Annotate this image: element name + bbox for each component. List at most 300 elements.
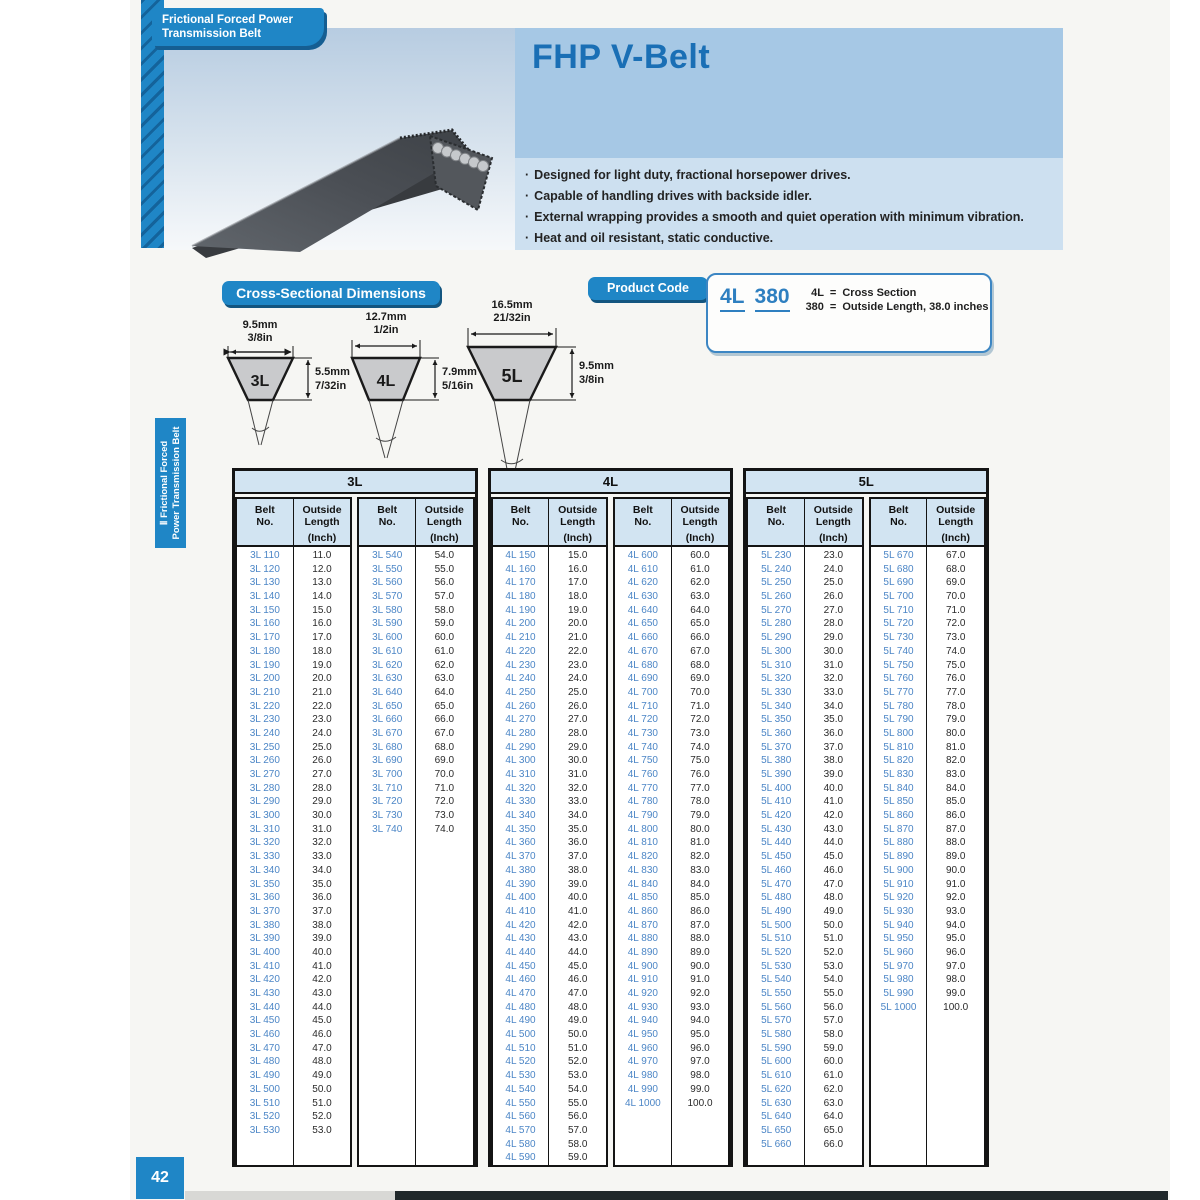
table-group-3l (232, 468, 478, 1167)
outside-length-cell: 14.0 (312, 591, 332, 603)
side-tab-line2: Power Transmission Belt (170, 426, 182, 540)
belt-no-cell: 3L 650 (372, 700, 403, 712)
belt-no-cell: 4L 740 (627, 741, 658, 753)
outside-length-cell: 29.0 (567, 741, 588, 753)
outside-length-cell: 68.0 (434, 741, 455, 753)
outside-length-cell: 75.0 (945, 659, 966, 671)
outside-length-cell: 23.0 (823, 550, 844, 561)
outside-length-cell: 32.0 (823, 673, 844, 685)
outside-length-cell: 45.0 (823, 851, 844, 863)
belt-no-header: Belt No. (871, 499, 928, 545)
group-header: 4L (491, 468, 731, 494)
belt-no-cell: 5L 390 (761, 769, 792, 780)
outside-length-cell: 47.0 (567, 988, 588, 999)
outside-length-cell: 80.0 (690, 823, 710, 835)
belt-no-cell: 4L 720 (627, 714, 658, 726)
outside-length-cell: 33.0 (823, 686, 844, 698)
belt-no-cell: 4L 930 (627, 1001, 658, 1013)
belt-no-cell: 4L 210 (505, 632, 536, 644)
belt-no-header: Belt No. (748, 499, 805, 545)
belt-no-cell: 3L 700 (372, 769, 403, 780)
outside-length-column (927, 547, 984, 1165)
belt-no-cell: 4L 850 (627, 892, 658, 904)
outside-length-cell: 36.0 (312, 892, 332, 904)
outside-length-cell: 23.0 (567, 659, 588, 671)
belt-no-cell: 4L 890 (627, 946, 658, 958)
outside-length-cell: 63.0 (690, 591, 710, 603)
belt-no-cell: 4L 820 (627, 851, 658, 863)
belt-no-cell: 5L 840 (883, 782, 914, 794)
outside-length-cell: 53.0 (567, 1070, 588, 1082)
belt-no-cell: 4L 530 (505, 1070, 536, 1082)
outside-length-cell: 21.0 (312, 686, 332, 698)
belt-no-cell: 3L 550 (372, 563, 403, 575)
equals-sign: = (829, 287, 837, 299)
belt-no-cell: 4L 180 (505, 591, 536, 603)
outside-length-cell: 72.0 (690, 714, 710, 726)
outside-length-cell: 42.0 (823, 810, 844, 822)
features-panel (515, 158, 1063, 250)
corner-badge (152, 8, 324, 46)
belt-no-cell: 5L 430 (761, 823, 792, 835)
belt-no-cell: 4L 150 (505, 550, 536, 561)
outside-length-cell: 92.0 (690, 988, 710, 999)
belt-no-cell: 4L 940 (627, 1015, 658, 1027)
belt-no-cell: 4L 350 (505, 823, 536, 835)
belt-no-cell: 5L 600 (761, 1056, 792, 1068)
belt-no-cell: 3L 390 (249, 933, 280, 945)
belt-no-cell: 4L 540 (505, 1083, 536, 1095)
belt-no-cell: 4L 680 (627, 659, 658, 671)
outside-length-cell: 53.0 (312, 1124, 332, 1136)
outside-length-cell: 65.0 (823, 1124, 844, 1136)
outside-length-cell: 20.0 (567, 618, 588, 630)
belt-no-cell: 3L 570 (372, 591, 403, 603)
outside-length-cell: 57.0 (567, 1124, 588, 1136)
belt-no-cell: 4L 460 (505, 974, 536, 986)
outside-length-cell: 40.0 (823, 782, 844, 794)
belt-no-cell: 5L 560 (761, 1001, 792, 1013)
outside-length-cell: 28.0 (312, 782, 332, 794)
belt-no-cell: 3L 260 (249, 755, 280, 767)
belt-no-cell: 5L 290 (761, 632, 792, 644)
outside-length-cell: 88.0 (690, 933, 710, 945)
outside-length-cell: 51.0 (567, 1042, 588, 1054)
outside-length-cell: 98.0 (690, 1070, 710, 1082)
outside-length-cell: 52.0 (823, 946, 844, 958)
outside-length-cell: 38.0 (823, 755, 844, 767)
outside-length-cell: 70.0 (945, 591, 966, 603)
outside-length-cell: 73.0 (945, 632, 966, 644)
outside-length-cell: 69.0 (690, 673, 710, 685)
subtable (869, 497, 986, 1167)
outside-length-header: Outside Length (Inch) (813, 504, 853, 544)
belt-no-cell: 3L 620 (372, 659, 403, 671)
belt-no-cell: 3L 740 (372, 823, 403, 835)
outside-length-cell: 80.0 (945, 727, 966, 739)
subtable (613, 497, 730, 1167)
belt-no-header: Belt No. (615, 499, 672, 545)
outside-length-cell: 39.0 (823, 769, 844, 780)
outside-length-cell: 99.0 (945, 988, 966, 999)
belt-no-cell: 4L 490 (505, 1015, 536, 1027)
belt-no-column (493, 547, 550, 1165)
outside-length-cell: 69.0 (434, 755, 455, 767)
outside-length-cell: 56.0 (567, 1111, 588, 1123)
belt-no-cell: 3L 280 (249, 782, 280, 794)
outside-length-cell: 71.0 (945, 604, 966, 616)
belt-no-cell: 5L 570 (761, 1015, 792, 1027)
belt-no-cell: 4L 190 (505, 604, 536, 616)
outside-length-cell: 55.0 (567, 1097, 588, 1109)
outside-length-cell: 78.0 (945, 700, 966, 712)
legend-key: 380 (805, 301, 824, 313)
belt-no-cell: 5L 580 (761, 1029, 792, 1041)
outside-length-cell: 82.0 (690, 851, 710, 863)
outside-length-cell: 65.0 (434, 700, 455, 712)
belt-no-cell: 4L 790 (627, 810, 658, 822)
outside-length-cell: 85.0 (690, 892, 710, 904)
belt-no-cell: 4L 250 (505, 686, 536, 698)
belt-no-cell: 3L 130 (249, 577, 280, 589)
belt-no-cell: 5L 280 (761, 618, 792, 630)
belt-no-cell: 4L 340 (505, 810, 536, 822)
legend-value: Outside Length, 38.0 inches (842, 301, 989, 313)
corner-badge-line2: Transmission Belt (162, 28, 262, 40)
outside-length-cell: 69.0 (945, 577, 966, 589)
belt-no-cell: 5L 530 (761, 960, 792, 972)
outside-length-cell: 15.0 (567, 550, 588, 561)
outside-length-cell: 91.0 (945, 878, 966, 890)
outside-length-cell: 27.0 (823, 604, 844, 616)
belt-no-cell: 5L 420 (761, 810, 792, 822)
belt-no-cell: 5L 590 (761, 1042, 792, 1054)
code-cross-section: 4L (720, 285, 745, 312)
outside-length-cell: 31.0 (567, 769, 588, 780)
outside-length-cell: 90.0 (690, 960, 710, 972)
belt-no-column (237, 547, 294, 1165)
outside-length-cell: 38.0 (567, 864, 588, 876)
bullet-dot: · (525, 231, 530, 245)
belt-no-cell: 3L 630 (372, 673, 403, 685)
outside-length-cell: 57.0 (434, 591, 455, 603)
outside-length-cell: 34.0 (312, 864, 332, 876)
outside-length-cell: 72.0 (945, 618, 966, 630)
outside-length-cell: 13.0 (312, 577, 332, 589)
outside-length-cell: 96.0 (690, 1042, 710, 1054)
belt-no-cell: 4L 320 (505, 782, 536, 794)
outside-length-cell: 17.0 (567, 577, 588, 589)
belt-no-cell: 5L 490 (761, 905, 792, 917)
belt-no-cell: 5L 900 (883, 864, 914, 876)
belt-no-cell: 3L 640 (372, 686, 403, 698)
belt-no-cell: 5L 510 (761, 933, 792, 945)
outside-length-cell: 25.0 (823, 577, 844, 589)
belt-no-cell: 3L 150 (249, 604, 280, 616)
outside-length-cell: 72.0 (434, 796, 455, 808)
belt-no-cell: 3L 200 (249, 673, 280, 685)
belt-no-cell: 5L 760 (883, 673, 914, 685)
outside-length-cell: 67.0 (434, 727, 455, 739)
belt-no-cell: 5L 240 (761, 563, 792, 575)
outside-length-cell: 61.0 (690, 563, 710, 575)
belt-no-cell: 4L 230 (505, 659, 536, 671)
outside-length-cell: 94.0 (690, 1015, 710, 1027)
outside-length-cell: 54.0 (567, 1083, 588, 1095)
belt-no-cell: 5L 330 (761, 686, 792, 698)
belt-no-cell: 3L 600 (372, 632, 403, 644)
belt-no-cell: 3L 310 (249, 823, 280, 835)
belt-no-cell: 5L 880 (883, 837, 914, 849)
belt-no-cell: 3L 240 (249, 727, 280, 739)
outside-length-cell: 30.0 (312, 810, 332, 822)
belt-no-header: Belt No. (493, 499, 550, 545)
belt-no-cell: 3L 480 (249, 1056, 280, 1068)
product-code-legend (806, 287, 989, 313)
belt-no-cell: 5L 730 (883, 632, 914, 644)
belt-no-cell: 5L 450 (761, 851, 792, 863)
outside-length-column (805, 547, 862, 1165)
cross-section-diagram-5l (460, 290, 628, 495)
belt-no-cell: 5L 710 (883, 604, 914, 616)
belt-no-cell: 4L 290 (505, 741, 536, 753)
outside-length-cell: 47.0 (823, 878, 844, 890)
outside-length-cell: 29.0 (312, 796, 332, 808)
product-code-box (706, 273, 992, 353)
belt-no-cell: 4L 810 (627, 837, 658, 849)
outside-length-cell: 66.0 (434, 714, 455, 726)
belt-no-cell: 4L 580 (505, 1138, 536, 1150)
outside-length-cell: 61.0 (434, 645, 455, 657)
belt-no-cell: 4L 410 (505, 905, 536, 917)
outside-length-cell: 82.0 (945, 755, 966, 767)
belt-no-cell: 4L 270 (505, 714, 536, 726)
outside-length-cell: 31.0 (823, 659, 844, 671)
belt-no-cell: 3L 290 (249, 796, 280, 808)
outside-length-cell: 59.0 (434, 618, 455, 630)
outside-length-cell: 95.0 (945, 933, 966, 945)
outside-length-cell: 44.0 (823, 837, 844, 849)
outside-length-cell: 44.0 (567, 946, 588, 958)
outside-length-cell: 40.0 (312, 946, 332, 958)
outside-length-cell: 22.0 (567, 645, 588, 657)
outside-length-cell: 84.0 (945, 782, 966, 794)
belt-no-cell: 5L 360 (761, 727, 792, 739)
outside-length-cell: 41.0 (823, 796, 844, 808)
belt-no-cell: 4L 440 (505, 946, 536, 958)
outside-length-cell: 48.0 (312, 1056, 332, 1068)
group-header: 3L (235, 468, 475, 494)
outside-length-column (294, 547, 351, 1165)
belt-no-cell: 5L 650 (761, 1124, 792, 1136)
belt-no-cell: 4L 390 (505, 878, 536, 890)
belt-no-cell: 4L 330 (505, 796, 536, 808)
svg-text:3/8in: 3/8in (579, 374, 605, 386)
v-belt-image (162, 92, 530, 258)
unit-label: (Inch) (563, 532, 592, 544)
belt-no-cell: 4L 300 (505, 755, 536, 767)
outside-length-cell: 18.0 (567, 591, 588, 603)
feature-item: · Capable of handling drives with backside idler. (525, 189, 813, 203)
outside-length-cell: 77.0 (690, 782, 710, 794)
outside-length-cell: 86.0 (945, 810, 966, 822)
belt-no-cell: 5L 310 (761, 659, 792, 671)
belt-no-cell: 5L 540 (761, 974, 792, 986)
outside-length-cell: 33.0 (567, 796, 588, 808)
side-tab (155, 418, 186, 548)
belt-no-cell: 3L 350 (249, 878, 280, 890)
outside-length-column (672, 547, 729, 1165)
outside-length-cell: 88.0 (945, 837, 966, 849)
belt-no-column (615, 547, 672, 1165)
outside-length-cell: 83.0 (945, 769, 966, 780)
outside-length-cell: 46.0 (312, 1029, 332, 1041)
outside-length-cell: 63.0 (434, 673, 455, 685)
belt-no-cell: 4L 220 (505, 645, 536, 657)
svg-text:5/16in: 5/16in (442, 380, 474, 392)
outside-length-cell: 43.0 (312, 988, 332, 999)
belt-no-cell: 3L 670 (372, 727, 403, 739)
outside-length-cell: 17.0 (312, 632, 332, 644)
outside-length-cell: 55.0 (823, 988, 844, 999)
outside-length-cell: 91.0 (690, 974, 710, 986)
belt-no-cell: 3L 490 (249, 1070, 280, 1082)
belt-no-cell: 4L 370 (505, 851, 536, 863)
side-tab-line1: Ⅱ Frictional Forced (158, 440, 170, 526)
outside-length-cell: 38.0 (312, 919, 332, 931)
belt-no-cell: 3L 180 (249, 645, 280, 657)
outside-length-cell: 79.0 (945, 714, 966, 726)
outside-length-cell: 12.0 (312, 563, 332, 575)
belt-no-cell: 4L 700 (627, 686, 658, 698)
svg-text:16.5mm: 16.5mm (491, 299, 533, 311)
outside-length-cell: 44.0 (312, 1001, 332, 1013)
outside-length-cell: 50.0 (823, 919, 844, 931)
outside-length-cell: 39.0 (567, 878, 588, 890)
svg-text:5L: 5L (501, 366, 523, 386)
belt-no-cell: 5L 1000 (880, 1001, 917, 1013)
outside-length-cell: 81.0 (945, 741, 966, 753)
belt-no-cell: 4L 990 (627, 1083, 658, 1095)
belt-no-cell: 5L 620 (761, 1083, 792, 1095)
svg-text:5.5mm: 5.5mm (315, 366, 350, 378)
belt-no-cell: 5L 850 (883, 796, 914, 808)
outside-length-header: Outside Length (Inch) (936, 504, 976, 544)
belt-no-cell: 5L 820 (883, 755, 914, 767)
outside-length-header: Outside Length (Inch) (302, 504, 342, 544)
outside-length-cell: 76.0 (945, 673, 966, 685)
outside-length-cell: 50.0 (312, 1083, 332, 1095)
belt-no-cell: 3L 500 (249, 1083, 280, 1095)
outside-length-cell: 71.0 (434, 782, 455, 794)
outside-length-cell: 99.0 (690, 1083, 710, 1095)
belt-no-cell: 4L 550 (505, 1097, 536, 1109)
product-code-heading: Product Code (588, 277, 708, 300)
outside-length-cell: 74.0 (945, 645, 966, 657)
outside-length-cell: 89.0 (690, 946, 710, 958)
belt-no-cell: 3L 400 (249, 946, 280, 958)
belt-no-cell: 5L 670 (883, 550, 914, 561)
belt-no-cell: 4L 400 (505, 892, 536, 904)
legend-value: Cross Section (842, 287, 917, 299)
outside-length-cell: 64.0 (434, 686, 455, 698)
outside-length-cell: 68.0 (945, 563, 966, 575)
outside-length-cell: 22.0 (312, 700, 332, 712)
belt-no-cell: 3L 360 (249, 892, 280, 904)
table-group-5l (743, 468, 989, 1167)
svg-text:3/8in: 3/8in (247, 332, 273, 344)
feature-list (525, 165, 1063, 249)
belt-no-cell: 5L 460 (761, 864, 792, 876)
belt-no-cell: 5L 690 (883, 577, 914, 589)
unit-label: (Inch) (941, 532, 970, 544)
belt-no-cell: 4L 840 (627, 878, 658, 890)
outside-length-cell: 32.0 (567, 782, 588, 794)
outside-length-cell: 54.0 (434, 550, 455, 561)
outside-length-cell: 68.0 (690, 659, 710, 671)
belt-no-cell: 5L 520 (761, 946, 792, 958)
belt-no-cell: 4L 170 (505, 577, 536, 589)
belt-no-cell: 3L 230 (249, 714, 280, 726)
belt-no-cell: 5L 320 (761, 673, 792, 685)
belt-no-cell: 3L 680 (372, 741, 403, 753)
outside-length-cell: 52.0 (312, 1111, 332, 1123)
belt-no-cell: 3L 110 (250, 550, 280, 561)
outside-length-cell: 31.0 (312, 823, 332, 835)
bullet-dot: · (525, 189, 530, 203)
belt-no-cell: 3L 380 (249, 919, 280, 931)
svg-text:7.9mm: 7.9mm (442, 366, 477, 378)
outside-length-cell: 19.0 (567, 604, 588, 616)
outside-length-cell: 51.0 (312, 1097, 332, 1109)
outside-length-cell: 67.0 (690, 645, 710, 657)
belt-no-header: Belt No. (237, 499, 294, 545)
outside-length-cell: 34.0 (823, 700, 844, 712)
belt-no-header: Belt No. (359, 499, 416, 545)
belt-no-cell: 5L 810 (883, 741, 914, 753)
group-header: 5L (746, 468, 986, 494)
outside-length-cell: 49.0 (312, 1070, 332, 1082)
svg-text:9.5mm: 9.5mm (242, 319, 278, 331)
outside-length-cell: 25.0 (567, 686, 588, 698)
belt-no-cell: 5L 980 (883, 974, 914, 986)
outside-length-cell: 87.0 (945, 823, 966, 835)
belt-no-cell: 5L 380 (761, 755, 792, 767)
outside-length-cell: 30.0 (567, 755, 588, 767)
outside-length-cell: 26.0 (312, 755, 332, 767)
belt-no-cell: 4L 500 (505, 1029, 536, 1041)
belt-no-cell: 5L 720 (883, 618, 914, 630)
belt-no-cell: 5L 550 (761, 988, 792, 999)
outside-length-cell: 96.0 (945, 946, 966, 958)
belt-no-cell: 5L 640 (761, 1111, 792, 1123)
belt-no-cell: 3L 270 (249, 769, 280, 780)
belt-no-cell: 4L 780 (627, 796, 658, 808)
outside-length-column (416, 547, 473, 1165)
outside-length-cell: 57.0 (823, 1015, 844, 1027)
outside-length-cell: 83.0 (690, 864, 710, 876)
outside-length-header: Outside Length (Inch) (424, 504, 464, 544)
belt-no-cell: 4L 830 (627, 864, 658, 876)
belt-no-cell: 3L 470 (249, 1042, 280, 1054)
belt-no-cell: 3L 590 (372, 618, 403, 630)
outside-length-cell: 37.0 (823, 741, 844, 753)
outside-length-cell: 65.0 (690, 618, 710, 630)
belt-no-cell: 3L 190 (249, 659, 280, 671)
outside-length-cell: 32.0 (312, 837, 332, 849)
outside-length-cell: 42.0 (567, 919, 588, 931)
belt-no-cell: 4L 690 (627, 673, 658, 685)
